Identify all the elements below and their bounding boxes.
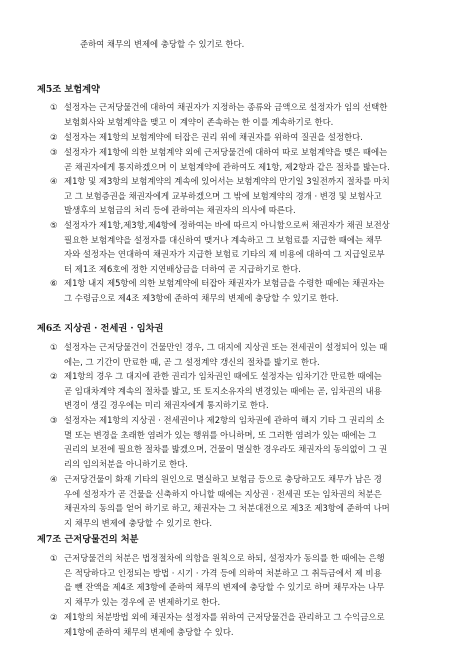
clause-line: 근저당물건의 처분은 법정절차에 의함을 원칙으로 하되, 설정자가 동의를 한 때에는 은행	[64, 553, 385, 563]
clause-number: ⑤	[50, 220, 58, 230]
clause-number: ⑥	[50, 278, 58, 288]
clause-line: 필요한 보험계약을 설정자를 대신하여 맺거나 계속하고 그 보험료를 지급한 때에는 채무	[64, 234, 382, 245]
section-5-clause-1	[50, 100, 440, 129]
section-7-clause-2	[50, 610, 440, 639]
clause-line: 자와 설정자는 연대하여 채권자가 지급한 보험료 기타의 제 비용에 대하여 그 지급일로부	[64, 249, 385, 260]
clause-line: 우에 설정자가 곧 건물을 신축하지 아니할 때에는 지상권 · 전세권 또는 임차권의 처분은	[64, 488, 382, 499]
section-7-heading: 제7조 근저당물건의 처분	[37, 534, 139, 545]
clause-line: 은 적당하다고 인정되는 방법 · 시기 · 가격 등에 의하여 처분하고 그 취득금에서 제 비용	[64, 567, 382, 578]
clause-line: 제1항의 처분방법 외에 채권자는 설정자를 위하여 근저당물건을 관리하고 그 수익금으로	[64, 612, 385, 622]
clause-line: 설정자는 근저당물건이 건물만인 경우, 그 대지에 지상권 또는 전세권이 설정되어 있는 때	[64, 342, 388, 352]
clause-line: 을 뺀 잔액을 제4조 제3항에 준하여 채무의 변제에 충당할 수 있기로 하며 채무자는 나무	[64, 582, 385, 593]
section-6-clause-1	[50, 340, 440, 369]
section-7-clause-1	[50, 551, 440, 609]
section-6-clause-2	[50, 369, 440, 413]
clause-number: ④	[50, 176, 58, 186]
clause-line: 멸 또는 변경을 초래한 염려가 있는 행위를 아니하며, 또 그러한 염려가 있는 때에는 그	[64, 429, 377, 440]
clause-number: ①	[50, 342, 58, 352]
clause-number: ①	[50, 102, 58, 112]
clause-line: 설정자가 제1항에 의한 보험계약 외에 근저당물건에 대하여 따로 보험계약을 맺은 때에는	[64, 147, 388, 157]
clause-line: 제1항 내지 제5항에 의한 보험계약에 터잡아 채권자가 보험금을 수령한 때에는 채권자는	[64, 278, 385, 288]
clause-line: 제1항 및 제3항의 보험계약의 계속에 있어서는 보험계약의 만기일 3일전까지 절차를 마치	[64, 176, 390, 186]
clause-line: 설정자는 근저당물건에 대하여 채권자가 지정하는 종류와 금액으로 설정자가 임의 선택한	[64, 102, 388, 112]
section-6-heading: 제6조 지상권 · 전세권 · 임차권	[37, 323, 164, 334]
clause-number: ③	[50, 415, 58, 425]
clause-number: ②	[50, 132, 58, 142]
clause-number: ④	[50, 474, 58, 484]
section-6-clause-4	[50, 472, 440, 530]
clause-line: 그 수령금으로 제4조 제3항에 준하여 채무의 변제에 충당할 수 있기로 한다.	[64, 292, 339, 303]
clause-line: 보험회사와 보험계약을 맺고 이 계약이 존속하는 한 이를 계속하기로 한다.	[64, 116, 334, 127]
clause-line: 근저당건물이 화재 기타의 원인으로 멸실하고 보험금 등으로 충당하고도 채무가 남은 경	[64, 474, 382, 484]
clause-number: ③	[50, 147, 58, 157]
clause-line: 제1항에 준하여 채무의 변제에 충당할 수 있다.	[64, 626, 234, 637]
clause-number: ②	[50, 371, 58, 381]
section-5-clause-2	[50, 130, 440, 145]
clause-number: ②	[50, 612, 58, 622]
clause-line: 제1항의 경우 그 대지에 관한 권리가 임차권인 때에도 설정자는 임차기간 만료한 때에는	[64, 371, 382, 381]
clause-line: 터 제1조 제6호에 정한 지연배상금을 더하여 곧 지급하기로 한다.	[64, 263, 301, 274]
clause-line: 발생후의 보험금의 처리 등에 관하여는 채권자의 의사에 따른다.	[64, 205, 296, 216]
section-5-clause-4	[50, 174, 440, 218]
clause-line: 변경이 생길 경우에는 미리 채권자에게 통지하기로 한다.	[64, 400, 269, 411]
clause-line: 권리의 보전에 필요한 절차를 밟겠으며, 건물이 멸실한 경우라도 채권자의 동의없이 그 권	[64, 444, 388, 455]
section-6-clause-3	[50, 413, 440, 471]
clause-line: 지 채무의 변제에 충당할 수 있기로 한다.	[64, 517, 213, 528]
lead-line: 준하여 채무의 변제에 충당할 수 있기로 한다.	[80, 39, 245, 49]
clause-line: 채권자의 동의를 얻어 하기로 하고, 채권자는 그 처분대전으로 제3조 제3항에 준하여 나머	[64, 503, 390, 514]
clause-line: 곧 임대차계약 계속의 절차를 밟고, 또 토지소유자의 변경있는 때에는 곧, 임차권의 내용	[64, 385, 382, 396]
clause-line: 곧 채권자에게 통지하겠으며 이 보험계약에 관하여도 제1항, 제2항과 같은 절차를 밟는다.	[64, 161, 390, 172]
clause-line: 에는, 그 기간이 만료한 때, 곧 그 설정계약 갱신의 절차를 밟기로 한다.	[64, 356, 320, 367]
section-5-heading: 제5조 보험계약	[37, 84, 100, 95]
clause-line: 설정자는 제1항의 지상권 · 전세권이나 제2항의 임차권에 관하여 해지 기타 그 권리의 소	[64, 415, 385, 425]
section-5-clause-6	[50, 276, 440, 305]
clause-line: 설정자는 제1항의 보험계약에 터잡은 권리 위에 채권자를 위하여 질권을 설정한다.	[64, 132, 363, 142]
clause-number: ①	[50, 553, 58, 563]
clause-line: 지 채무가 있는 경우에 곧 변제하기로 한다.	[64, 596, 221, 607]
clause-line: 설정자가 제1항,제3항,제4항에 정하여는 바에 따르지 아니함으로써 채권자가 채권 보전상	[64, 220, 390, 230]
clause-line: 고 그 보험증권을 채권자에게 교부하겠으며 그 밖에 보험계약의 경개 · 변경 및 보험사고	[64, 190, 382, 201]
section-5-clause-3	[50, 145, 440, 174]
clause-line: 리의 임의처분을 아니하기로 한다.	[64, 458, 188, 469]
section-5-clause-5	[50, 218, 440, 276]
